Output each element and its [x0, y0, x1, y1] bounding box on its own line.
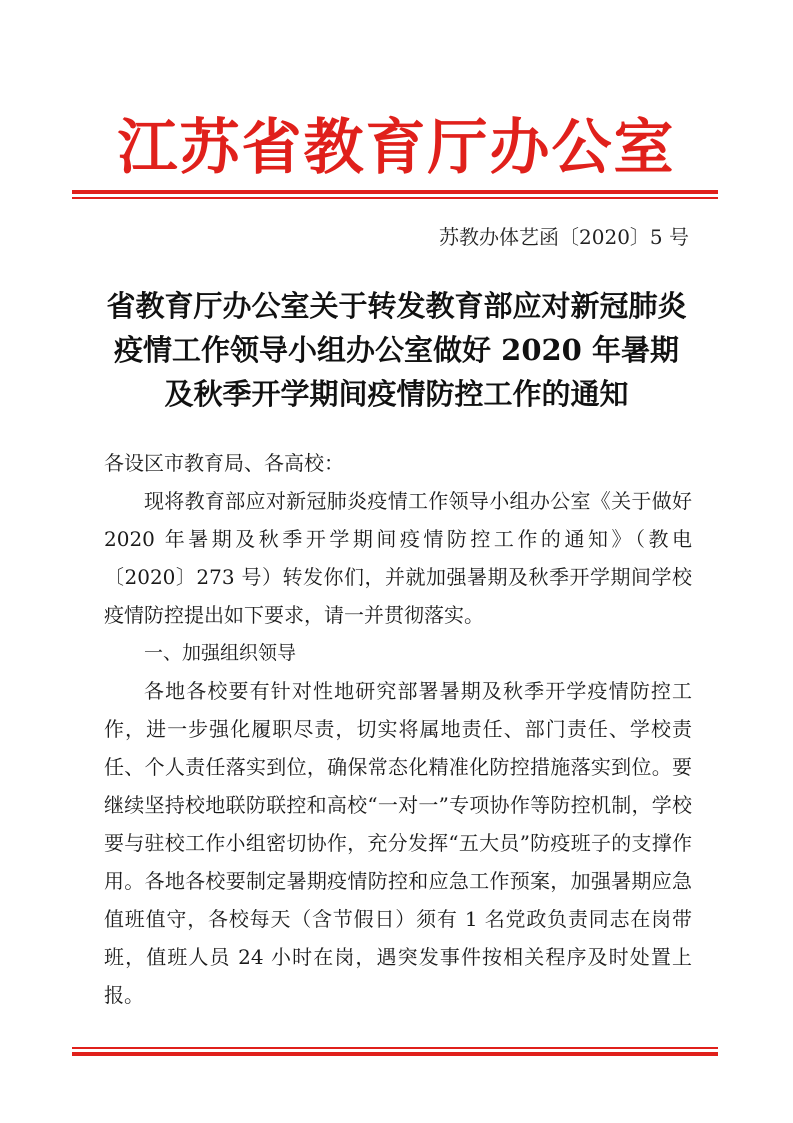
- section-paragraph: 各地各校要有针对性地研究部署暑期及秋季开学疫情防控工作，进一步强化履职尽责，切实将属地责任、部门责任、学校责任、个人责任落实到位，确保常态化精准化防控措施落实到位。要继续坚持校地联防联控和高校“一对一”专项协作等防控机制，学校要与驻校工作小组密切协作，充分发挥“五大员”防疫班子的支撑作用。各地各校要制定暑期疫情防控和应急工作预案，加强暑期应急值班值守，各校每天（含节假日）须有 1 名党政负责同志在岗带班，值班人员 24 小时在岗，遇突发事件按相关程序及时处置上报。: [104, 679, 692, 1007]
- letterhead-rule-thin: [72, 197, 718, 199]
- document-body: [104, 444, 692, 1014]
- title-line: 及秋季开学期间疫情防控工作的通知: [164, 377, 629, 411]
- intro-paragraph: 现将教育部应对新冠肺炎疫情工作领导小组办公室《关于做好 2020 年暑期及秋季开学期间疫情防控工作的通知》（教电〔2020〕273 号）转发你们，并就加强暑期及秋季开学期间学校疫情防控提出如下要求，请一并贯彻落实。: [104, 489, 692, 627]
- footer-rule-thick: [72, 1052, 718, 1056]
- title-line: 疫情工作领导小组办公室做好 2020 年暑期: [114, 333, 679, 367]
- document-number: 苏教办体艺函〔2020〕5 号: [439, 225, 689, 249]
- salutation: 各设区市教育局、各高校：: [104, 451, 344, 475]
- document-title: [80, 284, 713, 416]
- section-heading: 一、加强组织领导: [144, 642, 297, 664]
- letterhead-title: 江苏省教育厅办公室: [117, 113, 676, 183]
- title-line: 省教育厅办公室关于转发教育部应对新冠肺炎: [106, 289, 687, 323]
- footer-rule-thin: [72, 1047, 718, 1049]
- letterhead-rule-thick: [72, 190, 718, 194]
